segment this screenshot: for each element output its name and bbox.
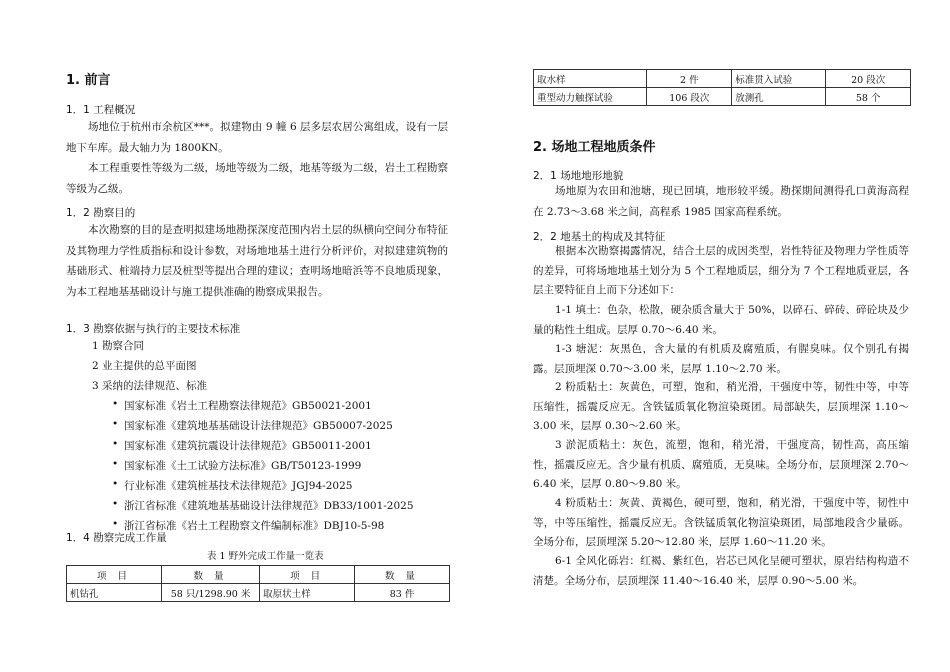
paragraph-overview-1: 场地位于杭州市余杭区***。拟建物由 9 幢 6 层多层农居公寓组成，设有一层地下车库。最大轴力为 1800KN。 xyxy=(66,121,448,154)
subheading-1-1: 1．1 工程概况 xyxy=(66,104,136,116)
paragraph-layer-1-1: 1-1 填土：色杂，松散，硬杂质含量大于 50%，以碎石、碎砖、碎砼块及少量的粘性土组成。层厚 0.70～6.40 米。 xyxy=(533,304,909,336)
table-cell: 2 件 xyxy=(647,70,732,88)
table-header: 项 目 xyxy=(67,566,162,584)
list-item-site-plan: 2 业主提供的总平面图 xyxy=(92,360,197,372)
table-cell: 106 段次 xyxy=(647,88,732,106)
subheading-2-1: 2．1 场地地形地貌 xyxy=(533,170,624,182)
table-row xyxy=(534,70,911,88)
table-cell: 放测孔 xyxy=(732,88,826,106)
workload-table-continued xyxy=(533,69,911,106)
table-cell: 取水样 xyxy=(534,70,647,88)
table-cell: 机钻孔 xyxy=(67,584,162,602)
list-item-standards: 3 采纳的法律规范、标准 xyxy=(92,380,208,392)
standard-item: • 国家标准《建筑抗震设计法律规范》GB50011-2001 xyxy=(124,438,372,453)
table-cell: 83 件 xyxy=(355,584,450,602)
standard-item: • 国家标准《建筑地基基础设计法律规范》GB50007-2025 xyxy=(124,418,393,433)
paragraph-purpose: 本次勘察的目的是查明拟建场地勘探深度范围内岩土层的纵横向空间分布特征及其物理力学性质指标和设计参数，对场地地基土进行分析评价，对拟建建筑物的基础形式、桩端持力层及桩型等提出合理的建议；查明场地暗浜等不良地质现象，为本工程地基基础设计与施工提供准确的勘察成果报告。 xyxy=(66,224,448,298)
standard-item: • 国家标准《岩土工程勘察法律规范》GB50021-2001 xyxy=(124,398,372,413)
standard-item: • 浙江省标准《建筑地基基础设计法律规范》DB33/1001-2025 xyxy=(124,498,414,513)
paragraph-layer-3: 3 淤泥质粘土：灰色，流塑，饱和，稍光滑，干强度高，韧性高，高压缩性，摇震反应无。含少量有机质、腐殖质，无臭味。全场分布，层顶埋深 2.70～6.40 米，层厚 0.80～9.80 米。 xyxy=(533,439,909,490)
paragraph-layer-1-3: 1-3 塘泥：灰黑色，含大量的有机质及腐殖质，有腥臭味。仅个别孔有揭露。层顶埋深 0.70～3.00 米，层厚 1.10～2.70 米。 xyxy=(533,343,909,375)
table-row xyxy=(67,584,450,602)
standard-item: • 行业标准《建筑桩基技术法律规范》JGJ94-2025 xyxy=(124,478,352,493)
paragraph-layer-6-1: 6-1 全风化砾岩：红褐、紫红色，岩芯已风化呈硬可塑状，原岩结构构造不清楚。全场分布，层顶埋深 11.40～16.40 米，层厚 0.90～5.00 米。 xyxy=(533,555,909,587)
table-cell: 20 段次 xyxy=(826,70,911,88)
table-cell: 重型动力触探试验 xyxy=(534,88,647,106)
paragraph-landform: 场地原为农田和池塘，现已回填，地形较平缓。勘探期间测得孔口黄海高程在 2.73～3.68 米之间，高程系 1985 国家高程系统。 xyxy=(533,185,909,218)
table-header: 项 目 xyxy=(260,566,355,584)
section-heading-2: 2. 场地工程地质条件 xyxy=(533,140,656,155)
table-cell: 58 个 xyxy=(826,88,911,106)
list-item-contract: 1 勘察合同 xyxy=(92,340,145,352)
subheading-1-3: 1．3 勘察依据与执行的主要技术标准 xyxy=(66,323,241,335)
paragraph-layer-2: 2 粉质粘土：灰黄色，可塑，饱和，稍光滑，干强度中等，韧性中等，中等压缩性，摇震反应无。含铁锰质氧化物渲染斑团。局部缺失，层顶埋深 1.10～3.00 米，层厚 0.30～2.60 米。 xyxy=(533,381,909,432)
table-cell: 取原状土样 xyxy=(260,584,355,602)
table-header: 数 量 xyxy=(161,566,259,584)
subheading-1-4: 1．4 勘察完成工作量 xyxy=(66,532,167,544)
standard-item: • 浙江省标准《岩土工程勘察文件编制标准》DBJ10-5-98 xyxy=(124,518,384,533)
table-row xyxy=(534,88,911,106)
subheading-1-2: 1．2 勘察目的 xyxy=(66,207,136,219)
table-header: 数 量 xyxy=(355,566,450,584)
paragraph-strata-intro: 根据本次勘察揭露情况，结合土层的成因类型，岩性特征及物理力学性质等的差异，可将场地地基土划分为 5 个工程地质层，细分为 7 个工程地质亚层，各层主要特征自上而下分述如下： xyxy=(533,245,909,296)
subheading-2-2: 2．2 地基土的构成及其特征 xyxy=(533,231,666,243)
paragraph-overview-2: 本工程重要性等级为二级，场地等级为二级，地基等级为二级，岩土工程勘察等级为乙级。 xyxy=(66,162,448,195)
table-cell: 标准贯入试验 xyxy=(732,70,826,88)
workload-table xyxy=(66,565,450,602)
section-heading-1: 1. 前言 xyxy=(66,73,111,88)
paragraph-layer-4: 4 粉质粘土：灰黄、黄褐色，硬可塑，饱和，稍光滑，干强度中等，韧性中等，中等压缩性，摇震反应无。含铁锰质氧化物渲染斑团，局部地段含少量砾。全场分布，层顶埋深 5.20～12.80 米，层厚 1.60～11.20 米。 xyxy=(533,497,909,548)
table-cell: 58 只/1298.90 米 xyxy=(161,584,259,602)
table-header-row xyxy=(67,566,450,584)
standard-item: • 国家标准《土工试验方法标准》GB/T50123-1999 xyxy=(124,458,361,473)
table-caption: 表 1 野外完成工作量一览表 xyxy=(207,551,324,562)
